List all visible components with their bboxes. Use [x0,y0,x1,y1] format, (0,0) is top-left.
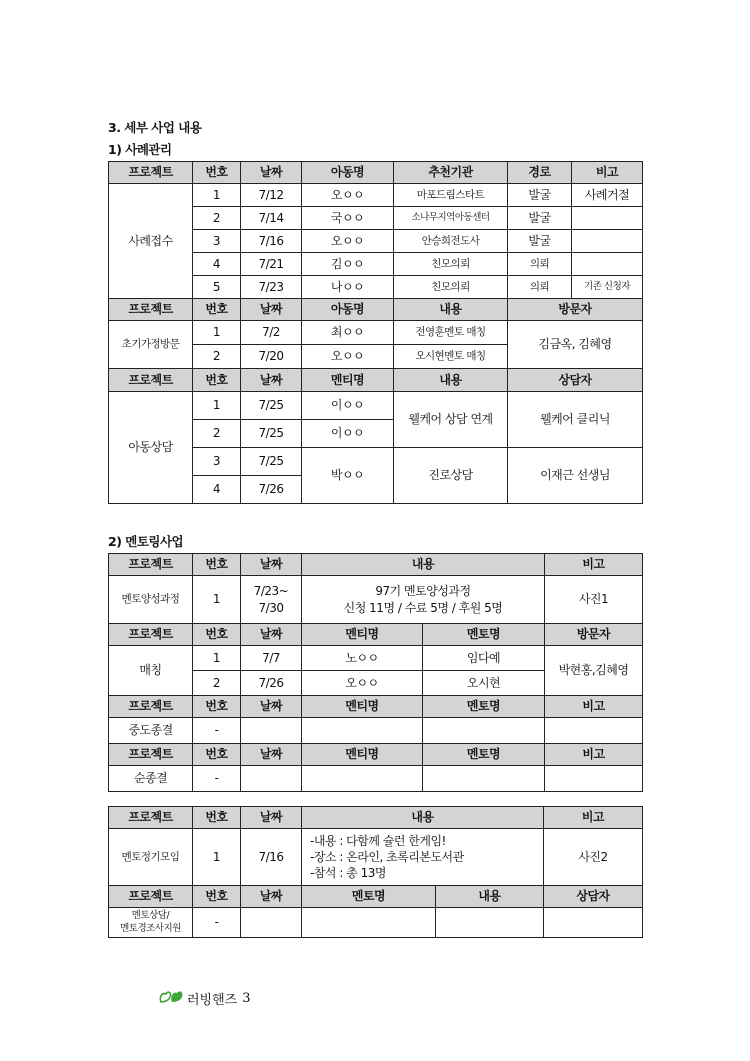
cell: 3 [193,230,241,253]
table-header-row [109,696,643,718]
cell: 진로상담 [394,448,508,504]
cell: 마포드림스타트 [394,184,508,207]
table-header-row [109,162,643,184]
footer-logo-text: 러빙핸즈 [187,992,238,1008]
cell: 발굴 [508,184,572,207]
header-cell: 번호 [193,162,241,184]
cell: 7/26 [241,671,302,696]
header-cell: 내용 [394,299,508,321]
cell: 7/12 [241,184,302,207]
cell: 2 [193,345,241,369]
table-row [109,392,643,420]
table-header-row [109,886,643,908]
cell: - [193,908,241,938]
header-cell: 멘토명 [423,696,545,718]
subsection-title-mentoring: 2) 멘토링사업 [108,534,184,549]
header-cell: 번호 [193,554,241,576]
content-line: -참석 : 총 13명 [310,866,386,881]
cell [423,766,545,792]
header-cell: 아동명 [302,299,394,321]
project-cell: 멘토양성과정 [109,576,193,624]
cell [572,207,643,230]
cell: 오시현 [423,671,545,696]
header-cell: 번호 [193,807,241,829]
header-cell: 날짜 [241,886,302,908]
content-line: -내용 : 다함께 슐런 한게임! [310,833,446,848]
project-line: 멘토상담/ [131,909,170,921]
table-row [109,908,643,938]
header-cell: 방문자 [545,624,643,646]
cell: 오ㅇㅇ [302,230,394,253]
cell: 7/2 [241,321,302,345]
cell: 발굴 [508,207,572,230]
project-cell: 초기가정방문 [109,321,193,369]
cell: 김ㅇㅇ [302,253,394,276]
header-cell: 내용 [302,807,544,829]
cell: 4 [193,476,241,504]
table-header-row [109,744,643,766]
cell: 7/16 [241,230,302,253]
cell: 웰케어 상담 연계 [394,392,508,448]
header-cell: 번호 [193,696,241,718]
cell: 친모의뢰 [394,253,508,276]
header-cell: 방문자 [508,299,643,321]
cell: 2 [193,420,241,448]
header-cell: 프로젝트 [109,554,193,576]
header-cell: 날짜 [241,807,302,829]
table-row [109,829,643,886]
header-cell: 날짜 [241,369,302,392]
cell [423,718,545,744]
header-cell: 번호 [193,886,241,908]
page-number: 3 [242,990,251,1006]
project-cell: 사례접수 [109,184,193,299]
subsection-title-case-management: 1) 사례관리 [108,142,172,157]
header-cell: 경로 [508,162,572,184]
table-row [109,766,643,792]
cell: 이ㅇㅇ [302,420,394,448]
project-cell: 중도종결 [109,718,193,744]
header-cell: 프로젝트 [109,369,193,392]
project-cell [109,908,193,938]
cell: 7/7 [241,646,302,671]
date-line: 7/30 [258,600,284,615]
header-cell: 프로젝트 [109,807,193,829]
header-cell: 날짜 [241,299,302,321]
cell: 친모의뢰 [394,276,508,299]
header-cell: 날짜 [241,744,302,766]
visitor-cell: 김금옥, 김혜영 [508,321,643,369]
header-cell: 비고 [545,554,643,576]
mentoring-table [108,553,643,792]
header-cell: 번호 [193,624,241,646]
table-row [109,321,643,345]
content-cell [302,829,544,886]
header-cell: 번호 [193,369,241,392]
cell [572,253,643,276]
cell: 3 [193,448,241,476]
footer [159,988,251,1008]
cell [241,908,302,938]
header-cell: 내용 [394,369,508,392]
cell: - [193,766,241,792]
cell: 임다예 [423,646,545,671]
header-cell: 멘티명 [302,369,394,392]
header-cell: 프로젝트 [109,624,193,646]
cell [302,908,436,938]
cell: 소나무지역아동센터 [394,207,508,230]
table-header-row [109,807,643,829]
header-cell: 번호 [193,744,241,766]
cell: 나ㅇㅇ [302,276,394,299]
cell: 최ㅇㅇ [302,321,394,345]
mentor-meeting-table [108,806,643,938]
cell: 7/23 [241,276,302,299]
cell: 2 [193,207,241,230]
cell: 박ㅇㅇ [302,448,394,504]
case-management-table [108,161,643,504]
content-line: 신청 11명 / 수료 5명 / 후원 5명 [343,600,503,615]
cell: 사진1 [545,576,643,624]
header-cell: 프로젝트 [109,162,193,184]
table-row [109,718,643,744]
header-cell: 멘토명 [302,886,436,908]
project-cell: 아동상담 [109,392,193,504]
cell: 5 [193,276,241,299]
cell: 국ㅇㅇ [302,207,394,230]
cell: 오시현멘토 매칭 [394,345,508,369]
header-cell: 날짜 [241,162,302,184]
header-cell: 상담자 [508,369,643,392]
cell: 2 [193,671,241,696]
header-cell: 날짜 [241,696,302,718]
cell [544,908,643,938]
header-cell: 멘토명 [423,744,545,766]
cell: 안승희전도사 [394,230,508,253]
project-line: 멘토경조사지원 [120,922,181,934]
cell [572,230,643,253]
cell: 오ㅇㅇ [302,671,423,696]
cell: 4 [193,253,241,276]
cell: 7/25 [241,420,302,448]
section-title: 3. 세부 사업 내용 [108,120,202,135]
header-cell: 프로젝트 [109,696,193,718]
project-cell: 멘토정기모임 [109,829,193,886]
table-row [109,576,643,624]
cell [241,576,302,624]
table-row [109,646,643,671]
header-cell: 비고 [544,807,643,829]
cell [241,766,302,792]
table-header-row [109,299,643,321]
cell: 1 [193,321,241,345]
visitor-cell: 박현홍,김혜영 [545,646,643,696]
header-cell: 날짜 [241,554,302,576]
cell: 7/16 [241,829,302,886]
cell: 노ㅇㅇ [302,646,423,671]
cell: 의뢰 [508,253,572,276]
cell [545,718,643,744]
loving-hands-logo-icon [159,988,185,1008]
cell: 7/21 [241,253,302,276]
header-cell: 아동명 [302,162,394,184]
content-line: 97기 멘토양성과정 [375,584,471,599]
header-cell: 프로젝트 [109,744,193,766]
cell [302,766,423,792]
header-cell: 비고 [545,696,643,718]
cell: 1 [193,184,241,207]
date-line: 7/23~ [253,584,289,599]
cell: 7/25 [241,448,302,476]
cell: 오ㅇㅇ [302,184,394,207]
header-cell: 멘티명 [302,624,423,646]
cell: 7/20 [241,345,302,369]
cell: 1 [193,576,241,624]
cell [302,576,545,624]
header-cell: 내용 [436,886,544,908]
cell: 1 [193,646,241,671]
header-cell: 프로젝트 [109,299,193,321]
header-cell: 내용 [302,554,545,576]
cell: 사진2 [544,829,643,886]
header-cell: 멘티명 [302,744,423,766]
project-cell: 순종결 [109,766,193,792]
cell [241,718,302,744]
cell: 의뢰 [508,276,572,299]
cell: 웰케어 클리닉 [508,392,643,448]
cell: 전영훈멘토 매칭 [394,321,508,345]
cell: 발굴 [508,230,572,253]
cell: 1 [193,829,241,886]
project-cell: 매칭 [109,646,193,696]
cell [302,718,423,744]
header-cell: 상담자 [544,886,643,908]
header-cell: 멘토명 [423,624,545,646]
cell: 7/25 [241,392,302,420]
header-cell: 프로젝트 [109,886,193,908]
cell: 7/14 [241,207,302,230]
content-line: -장소 : 온라인, 초록리본도서관 [310,849,464,864]
cell: 이ㅇㅇ [302,392,394,420]
table-header-row [109,624,643,646]
header-cell: 멘티명 [302,696,423,718]
cell: 이재근 선생님 [508,448,643,504]
cell: 사례거절 [572,184,643,207]
cell: 1 [193,392,241,420]
cell [436,908,544,938]
cell: 7/26 [241,476,302,504]
table-header-row [109,369,643,392]
header-cell: 추천기관 [394,162,508,184]
cell: 오ㅇㅇ [302,345,394,369]
table-header-row [109,554,643,576]
header-cell: 날짜 [241,624,302,646]
table-row [109,184,643,207]
cell [545,766,643,792]
cell: 기존 신청자 [572,276,643,299]
cell: - [193,718,241,744]
header-cell: 비고 [545,744,643,766]
header-cell: 비고 [572,162,643,184]
header-cell: 번호 [193,299,241,321]
